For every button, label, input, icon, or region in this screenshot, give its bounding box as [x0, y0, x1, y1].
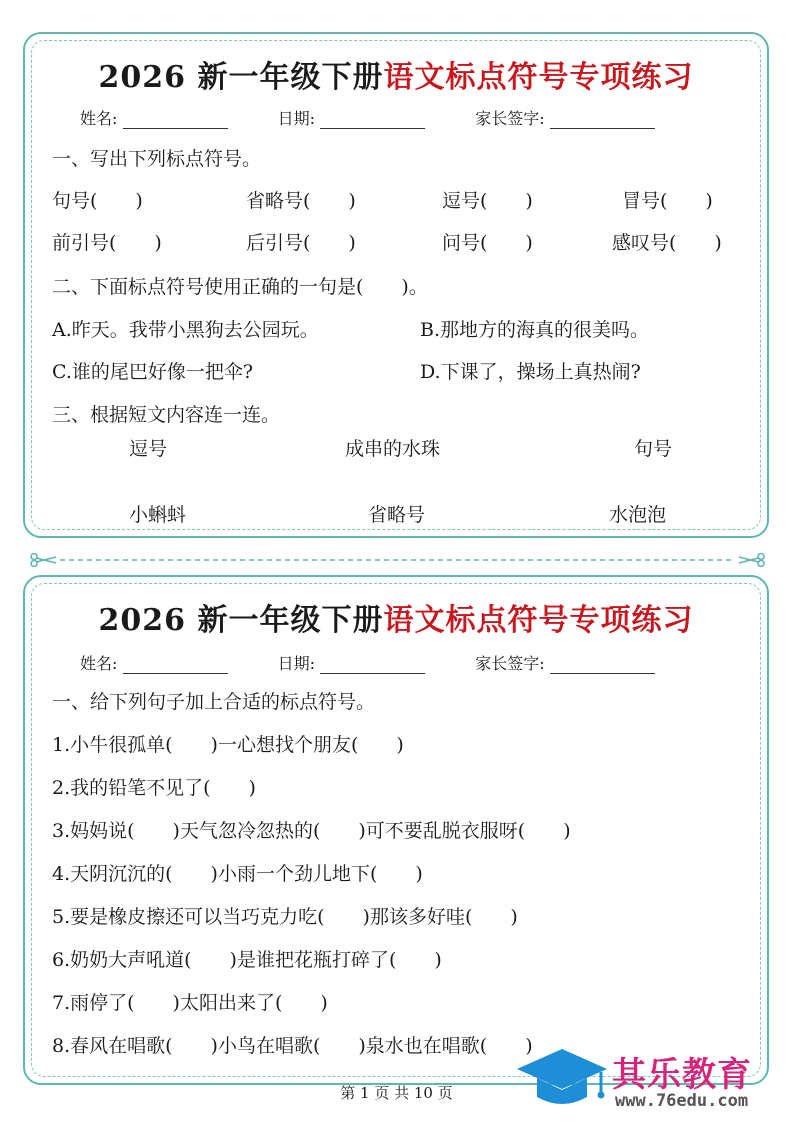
sentence-item: 2.我的铅笔不见了( ) [52, 777, 256, 799]
date-field[interactable] [320, 659, 425, 674]
sentence-item: 6.奶奶大声吼道( )是谁把花瓶打碎了( ) [52, 949, 442, 971]
graduation-cap-icon [515, 1045, 610, 1115]
brand-logo [515, 1043, 790, 1118]
name-field[interactable] [123, 659, 228, 674]
parent-signature-label: 家长签字: [475, 654, 545, 673]
worksheet-card-1 [23, 32, 769, 538]
name-label: 姓名: [80, 654, 118, 673]
worksheet-title [25, 595, 767, 639]
title-highlight: 语文标点符号专项练习 [383, 603, 694, 638]
choice-option-a: A.昨天。我带小黑狗去公园玩。 [52, 319, 319, 341]
punctuation-item: 后引号( ) [246, 232, 356, 254]
worksheet-card-2 [23, 575, 769, 1085]
sentence-item: 1.小牛很孤单( )一心想找个朋友( ) [52, 734, 404, 756]
date-label: 日期: [277, 109, 315, 128]
sentence-item: 3.妈妈说( )天气忽冷忽热的( )可不要乱脱衣服呀( ) [52, 820, 571, 842]
match-bottom-item: 水泡泡 [609, 504, 667, 526]
sentence-item: 7.雨停了( )太阳出来了( ) [52, 992, 328, 1014]
parent-signature-field[interactable] [550, 659, 655, 674]
title-highlight: 语文标点符号专项练习 [383, 60, 694, 95]
student-info-row [80, 106, 655, 129]
match-top-item: 成串的水珠 [345, 438, 441, 460]
date-label: 日期: [277, 654, 315, 673]
match-bottom-item: 小蝌蚪 [129, 504, 187, 526]
brand-name: 其乐教育 [612, 1055, 752, 1095]
choice-option-c: C.谁的尾巴好像一把伞? [52, 361, 254, 383]
student-info-row [80, 651, 655, 674]
punctuation-item: 感叹号( ) [612, 232, 722, 254]
worksheet-title [25, 52, 767, 96]
brand-url[interactable]: www.76edu.com [615, 1091, 749, 1111]
punctuation-item: 句号( ) [52, 190, 143, 212]
title-prefix: 2026 新一年级下册 [98, 60, 384, 95]
punctuation-item: 问号( ) [442, 232, 533, 254]
punctuation-item: 冒号( ) [622, 190, 713, 212]
punctuation-item: 逗号( ) [442, 190, 533, 212]
date-field[interactable] [320, 114, 425, 129]
sentence-item: 4.天阴沉沉的( )小雨一个劲儿地下( ) [52, 863, 423, 885]
section-1-heading: 一、写出下列标点符号。 [52, 148, 262, 170]
page-number: 第 1 页 共 10 页 [340, 1084, 453, 1102]
choice-option-b: B.那地方的海真的很美吗。 [420, 319, 650, 341]
section-2-heading: 二、下面标点符号使用正确的一句是( )。 [52, 276, 428, 298]
choice-option-d: D.下课了，操场上真热闹? [420, 361, 641, 383]
punctuation-item: 省略号( ) [246, 190, 356, 212]
parent-signature-label: 家长签字: [475, 109, 545, 128]
section-1-heading: 一、给下列句子加上合适的标点符号。 [52, 691, 376, 713]
section-3-heading: 三、根据短文内容连一连。 [52, 404, 281, 426]
scissors-icon [31, 554, 56, 567]
name-label: 姓名: [80, 109, 118, 128]
cut-line [30, 553, 765, 567]
match-top-item: 句号 [634, 438, 673, 460]
punctuation-item: 前引号( ) [52, 232, 162, 254]
match-top-item: 逗号 [129, 438, 168, 460]
name-field[interactable] [123, 114, 228, 129]
title-prefix: 2026 新一年级下册 [98, 603, 384, 638]
parent-signature-field[interactable] [550, 114, 655, 129]
match-bottom-item: 省略号 [368, 504, 426, 526]
sentence-item: 5.要是橡皮擦还可以当巧克力吃( )那该多好哇( ) [52, 906, 518, 928]
scissors-icon [739, 554, 764, 567]
sentence-item: 8.春风在唱歌( )小鸟在唱歌( )泉水也在唱歌( ) [52, 1035, 533, 1057]
